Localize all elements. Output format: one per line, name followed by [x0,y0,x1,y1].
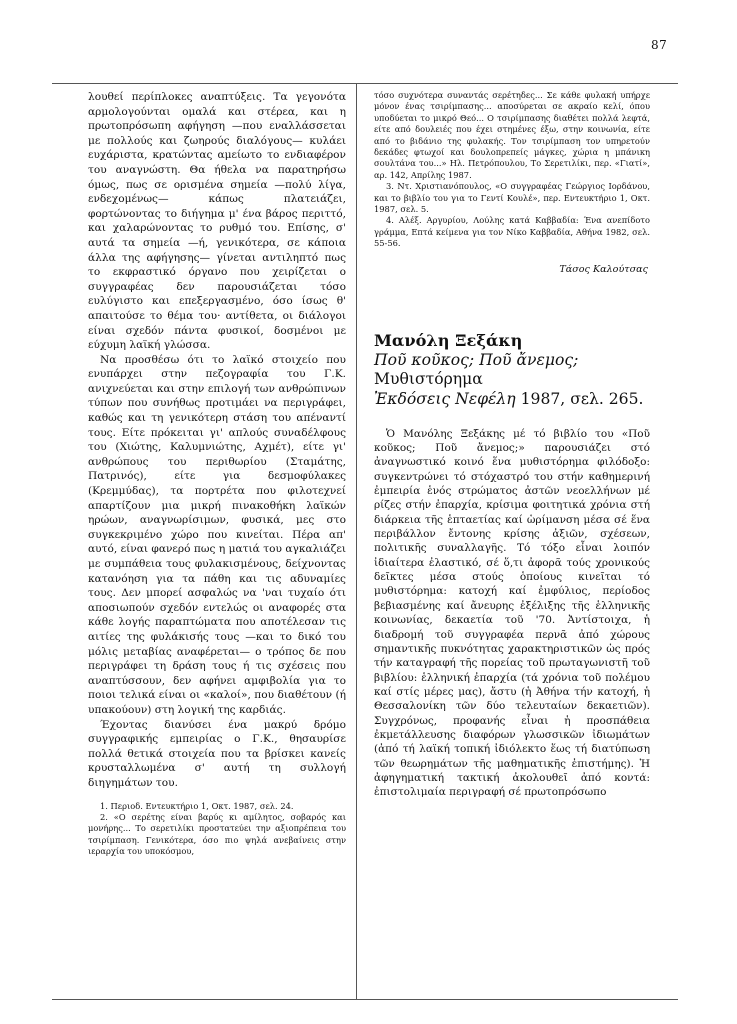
review-publisher: Ἐκδόσεις Νεφέλη [374,389,516,408]
review-book-title: Ποῦ κοῦκος; Ποῦ ἄνεμος; [374,350,579,369]
top-rule [52,83,678,84]
review-heading [374,331,650,409]
body-paragraph: Ὁ Μανόλης Ξεξάκης μέ τό βιβλίο του «Ποῦ κοῦκος; Ποῦ ἄνεμος;» παρουσιάζει στό ἀναγνωστικό κοινό ἕνα μυθιστόρημα φιλόδοξο: συγκεντρώνει τό στόχαστρό του στήν καθημερινή ἐμπειρία ἑνός στρώματος ἀστῶν νεοελλήνων μέ ρίζες στήν ἐπαρχία, κρίσιμα φοιτητικά χρόνια στή διάρκεια τῆς ἑπταετίας καί ὡρίμανση μέσα σέ ἕνα περιβάλλον ἔντονης κρίσης ἀξιῶν, σχέσεων, πολιτικῆς συναλλαγῆς. Τό τόξο εἶναι λοιπόν ἰδιαίτερα ἐλαστικό, σέ ὅ,τι ἀφορᾶ τούς χρονικούς δεῖκτες μέσα στούς ὁποίους κινεῖται τό μυθιστόρημα: κατοχή καί ἐμφύλιος, περίοδος βεβιασμένης καί ἄνευρης ἐξέλιξης τῆς ἑλληνικῆς κοινωνίας, δεκαετία τοῦ '70. Ἀντίστοιχα, ἡ διαδρομή τοῦ συγγραφέα περνᾶ ἀπό χώρους σημαντικῆς πυκνότητας χαρακτηριστικῶν ὡς πρός τήν καταγραφή τῆς πορείας τοῦ πρωταγωνιστῆ τοῦ βιβλίου: ἑλληνική ἐπαρχία (τά χρόνια τοῦ πολέμου καί στίς μέρες μας), ἄστυ (ἡ Ἀθήνα τήν κατοχή, ἡ Θεσσαλονίκη τῶν δύο τελευταίων δεκαετιῶν). Συγχρόνως, προφανής εἶναι ἡ προσπάθεια ἐκμετάλλευσης διαφόρων γλωσσικῶν ἰδιωμάτων (ἀπό τή λαϊκή τοπική ἰδιόλεκτο ἕως τή διατύπωση τῶν θεωρημάτων τῆς μαθηματικῆς ἐπιστήμης). Ἡ ἀφηγηματική τακτική ἀκολουθεῖ ἀπό κοντά: ἐπιστολιμαία περιγραφή σέ πρωτοπρόσωπο [374,427,650,799]
footnote: 2. «Ο σερέτης είναι βαρύς κι αμίλητος, σοβαρός και μονήρης... Το σερετιλίκι προστατεύει την αξιοπρέπεια του τσιρίμπαση. Γενικότερα, όσο πιο ψηλά ανεβαίνεις στην ιεραρχία του υποκόσμου, [88,811,346,857]
footnote: 1. Περιοδ. Εντευκτήριο 1, Οκτ. 1987, σελ. 24. [100,800,294,811]
body-paragraph: Να προσθέσω ότι το λαϊκό στοιχείο που ενυπάρχει στην πεζογραφία του Γ.Κ. ανιχνεύεται και στην επιλογή των ανθρώπινων τύπων που συνήθως προτιμάει να περιγράφει, καθώς και τη γενικότερη στάση του απέναντί τους. Είτε πρόκειται γι' απλούς συναδέλφους του (Χιώτης, Καλυμνιώτης, Αχμέτ), είτε γι' ανθρώπους του περιθωρίου (Σταμάτης, Πατρινός), είτε για δεσμοφύλακες (Κρεμμύδας), τα πορτρέτα που φιλοτεχνεί απαρτίζουν μια μικρή πινακοθήκη λαϊκών ηρώων, αναγνωρίσιμων, φυσικά, μες στο συγκεκριμένο χώρο που κινείται. Πέρα απ' αυτό, είναι φανερό πως η ματιά του αγκαλιάζει με συμπάθεια τους φυλακισμένους, δείχνοντας κατανόηση για τα πάθη και τις αδυναμίες τους. Δεν μπορεί ασφαλώς να 'ναι τυχαίο ότι αποσιωπούν σχεδόν εντελώς οι αναφορές στα κάθε λογής παραπτώματα που αποτέλεσαν τις αιτίες της φυλάκισής τους —και το δικό του μόλις μεταβίας αναφέρεται— ο τρόπος δε που περιγράφει τη δράση τους ή τις σχέσεις που αναπτύσσουν, δεν αφήνει αμφιβολία για το ποιοι τελικά είναι οι «καλοί», που διαθέτουν (ή υπακούουν) στη λογική της καρδιάς. [88,353,346,716]
review-publisher-line [374,389,650,409]
page-number: 87 [651,38,668,52]
body-paragraph: λουθεί περίπλοκες αναπτύξεις. Τα γεγονότα αρμολογούνται ομαλά και στέρεα, και η πρωτοπρόσωπη αφήγηση —που εναλλάσσεται με πολλούς και ζωηρούς διαλόγους— κυλάει ευχάριστα, κρατώντας αμείωτο το ενδιαφέρον του αναγνώστη. Θα ήθελα να παρατηρήσω όμως, πως σε ορισμένα σημεία —πολύ λίγα, ενδεχομένως— κάπως πλατειάζει, φορτώνοντας το διήγημα μ' ένα βάρος περιττό, και χαλαρώνοντας το ρυθμό του. Επίσης, σ' αυτά τα σημεία —ή, γενικότερα, σε κάποια άλλα της αφήγησης— γίνεται αντιληπτό πως το εκφραστικό όργανο που χειρίζεται ο συγγραφέας δεν παρουσιάζεται τόσο ευλύγιστο και επεξεργασμένο, όσο ίσως θ' απαιτούσε το θέμα του· αντίθετα, οι διάλογοι είναι σχεδόν πάντα φυσικοί, δοσμένοι με εύχυμη λαϊκή γλώσσα. [88,91,346,352]
footnote: 4. Αλέξ. Αργυρίου, Λούλης κατά Καββαδία: Ένα ανεπίδοτο γράμμα, Επτά κείμενα για τον Νίκο Καββαδία, Αθήνα 1982, σελ. 55-56. [374,215,650,249]
column-divider [356,83,357,999]
right-column [374,90,650,800]
review-publication-info: 1987, σελ. 265. [520,389,644,408]
review-author: Μανόλη Ξεξάκη [374,330,523,350]
footnotes [88,801,346,858]
footnotes-continued [374,90,650,250]
footnote: 3. Ντ. Χριστιανόπουλος, «Ο συγγραφέας Γεώργιος Ιορδάνου, και το βιβλίο του για το Γεντί Κουλέ», περ. Εντευκτήριο 1, Οκτ. 1987, σελ. 5. [374,181,650,215]
bottom-rule [52,999,678,1000]
left-column [88,90,346,858]
review-genre: Μυθιστόρημα [374,369,483,388]
review-body [374,427,650,800]
signature: Τάσος Καλούτσας [559,263,648,275]
body-paragraph: Έχοντας διανύσει ένα μακρύ δρόμο συγγραφικής εμπειρίας ο Γ.Κ., θησαυρίσε πολλά θετικά στοιχεία που τα βρίσκει κανείς κρυσταλλωμένα σ' αυτή τη συλλογή διηγημάτων του. [88,718,346,789]
footnote: τόσο συχνότερα συναντάς σερέτηδες... Σε κάθε φυλακή υπήρχε μόνον ένας τσιρίμπασης... αποσύρεται σε ακραίο κελί, όπου υποδύεται το μικρό Θεό... Ο τσιρίμπασης διαθέτει πολλά λεφτά, είτε από δουλειές που έχει στημένες έξω, στην κοινωνία, είτε από το βιδάνιο της φυλακής. Τον τσιρίμπαση τον υπηρετούν δεκάδες φτωχοί και δουλοπρεπείς μάγκες, χώρια η μπάνικη σουλτάνα του...» Ηλ. Πετρόπουλου, Το Σερετιλίκι, περ. «Γιατί», αρ. 142, Απρίλης 1987. [374,90,650,180]
